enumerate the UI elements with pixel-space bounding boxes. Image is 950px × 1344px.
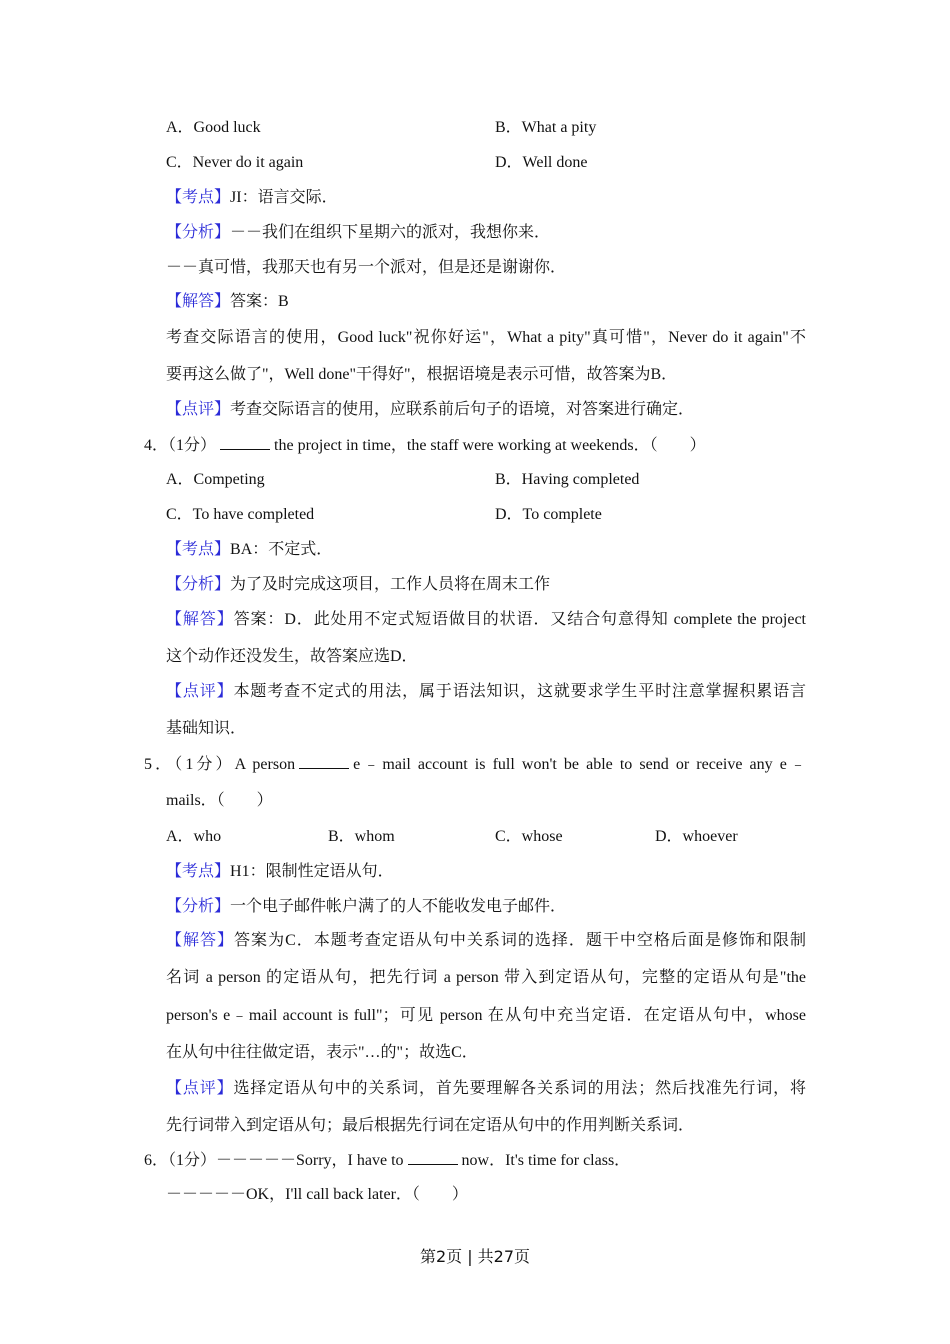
q3-option-b: B．What a pity bbox=[495, 119, 597, 136]
fenxi-text: 一个电子邮件帐户满了的人不能收发电子邮件． bbox=[230, 898, 567, 915]
dianping-text: 考查交际语言的使用，应联系前后句子的语境，对答案进行确定． bbox=[230, 401, 695, 418]
q3-jieda bbox=[166, 292, 289, 312]
kaodian-text: H1：限制性定语从句． bbox=[230, 863, 394, 880]
fenxi-label: 【分析】 bbox=[166, 576, 231, 593]
q5-stem-text: e﹣mail account is full won't be able to send or receive any e﹣ bbox=[353, 756, 806, 773]
q5-fenxi bbox=[166, 897, 566, 917]
q4-jieda-line2: 这个动作还没发生，故答案应选D． bbox=[166, 648, 418, 665]
jieda-text: 答案：B bbox=[230, 293, 289, 310]
q4-option-d: D．To complete bbox=[495, 506, 602, 523]
q4-option-b: B．Having completed bbox=[495, 471, 640, 488]
page-footer: 第2页 | 共27页 bbox=[419, 1247, 531, 1266]
q4-dianping bbox=[166, 682, 806, 702]
q4-number: 4．（1分） bbox=[144, 437, 217, 454]
q3-dianping bbox=[166, 400, 694, 420]
q6-stem-text: now．It's time for class． bbox=[461, 1152, 631, 1169]
dianping-label: 【点评】 bbox=[166, 1080, 234, 1097]
q5-option-a: A．who bbox=[166, 828, 222, 845]
q4-stem-text: the project in time，the staff were working at weekends．（ ） bbox=[274, 437, 706, 454]
q5-option-c: C．whose bbox=[495, 828, 563, 845]
q5-jieda bbox=[166, 931, 806, 951]
q4-option-c: C．To have completed bbox=[166, 506, 315, 523]
jieda-label: 【解答】 bbox=[166, 293, 231, 310]
jieda-text: 答案：D．此处用不定式短语做目的状语．又结合句意得知 complete the project bbox=[233, 611, 806, 628]
q5-dianping bbox=[166, 1079, 806, 1099]
q6-stem bbox=[144, 1150, 630, 1170]
q3-kaodian bbox=[166, 188, 338, 208]
fenxi-label: 【分析】 bbox=[166, 224, 231, 241]
kaodian-text: JI：语言交际． bbox=[230, 189, 338, 206]
q4-dianping-line2: 基础知识． bbox=[166, 720, 247, 737]
answer-blank bbox=[408, 1150, 458, 1165]
q3-jieda-line3: 要再这么做了"，Well done"干得好"，根据语境是表示可惜，故答案为B． bbox=[166, 366, 678, 383]
fenxi-text: －－我们在组织下星期六的派对，我想你来． bbox=[230, 224, 551, 241]
q6-stem-line2: －－－－－OK，I'll call back later．（ ） bbox=[166, 1186, 468, 1203]
q5-number: 5．（1分）A person bbox=[144, 756, 296, 773]
q5-jieda-line3: person's e﹣mail account is full"；可见 person 在从句中充当定语．在定语从句中，whose bbox=[166, 1007, 806, 1024]
q5-dianping-line2: 先行词带入到定语从句；最后根据先行词在定语从句中的作用判断关系词． bbox=[166, 1117, 695, 1134]
kaodian-label: 【考点】 bbox=[166, 189, 231, 206]
dianping-label: 【点评】 bbox=[166, 401, 231, 418]
jieda-label: 【解答】 bbox=[166, 932, 235, 949]
q4-jieda bbox=[166, 610, 806, 630]
kaodian-label: 【考点】 bbox=[166, 863, 231, 880]
q5-jieda-line4: 在从句中往往做定语，表示"…的"；故选C． bbox=[166, 1044, 478, 1061]
q4-stem bbox=[144, 435, 706, 455]
q5-stem bbox=[144, 754, 806, 774]
jieda-label: 【解答】 bbox=[166, 611, 234, 628]
q4-option-a: A．Competing bbox=[166, 471, 265, 488]
q4-fenxi bbox=[166, 575, 550, 595]
dianping-text: 选择定语从句中的关系词，首先要理解各关系词的用法；然后找准先行词，将 bbox=[233, 1080, 806, 1097]
q5-stem-line2: mails．（ ） bbox=[166, 792, 273, 809]
q4-kaodian bbox=[166, 540, 332, 560]
dianping-label: 【点评】 bbox=[166, 683, 234, 700]
q3-fenxi-line2: －－真可惜，我那天也有另一个派对，但是还是谢谢你． bbox=[166, 259, 567, 276]
fenxi-text: 为了及时完成这项目，工作人员将在周末工作 bbox=[230, 576, 551, 593]
answer-blank bbox=[220, 435, 270, 450]
kaodian-label: 【考点】 bbox=[166, 541, 231, 558]
jieda-text: 答案为C．本题考查定语从句中关系词的选择．题干中空格后面是修饰和限制 bbox=[234, 932, 806, 949]
answer-blank bbox=[299, 754, 349, 769]
q5-jieda-line2: 名词 a person 的定语从句，把先行词 a person 带入到定语从句，完整的定语从句是"the bbox=[166, 969, 806, 986]
q5-option-b: B．whom bbox=[328, 828, 395, 845]
kaodian-text: BA：不定式． bbox=[230, 541, 333, 558]
q5-option-d: D．whoever bbox=[655, 828, 738, 845]
q3-fenxi bbox=[166, 223, 550, 243]
q6-number: 6．（1分）－－－－－Sorry，I have to bbox=[144, 1152, 404, 1169]
q3-option-d: D．Well done bbox=[495, 154, 588, 171]
dianping-text: 本题考查不定式的用法，属于语法知识，这就要求学生平时注意掌握积累语言 bbox=[233, 683, 806, 700]
fenxi-label: 【分析】 bbox=[166, 898, 231, 915]
q5-kaodian bbox=[166, 862, 394, 882]
q3-option-a: A．Good luck bbox=[166, 119, 261, 136]
q3-jieda-line2: 考查交际语言的使用，Good luck"祝你好运"，What a pity"真可惜"，Never do it again"不 bbox=[166, 329, 806, 346]
q3-option-c: C．Never do it again bbox=[166, 154, 304, 171]
